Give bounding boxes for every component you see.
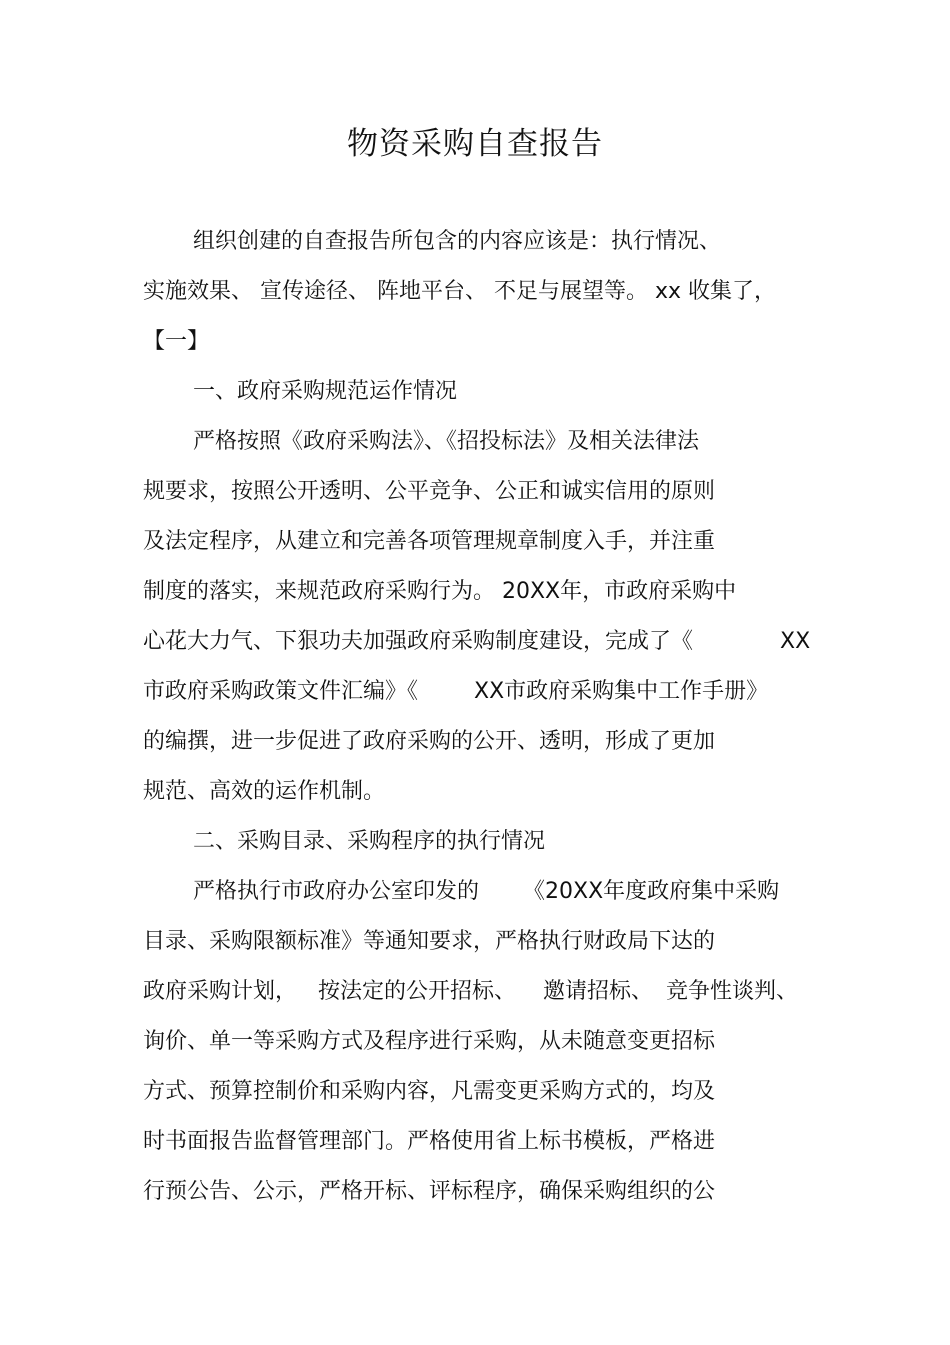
paragraph-line: 政府采购计划， [143, 979, 298, 1004]
paragraph-line: 行预公告、公示，严格开标、评标程序，确保采购组织的公 [143, 1179, 716, 1204]
paragraph-line-fragment: XX [780, 629, 811, 654]
paragraph-line: 严格按照《政府采购法》、《招投标法》及相关法律法 [193, 429, 700, 454]
paragraph-line: 目录、采购限额标准》等通知要求，严格执行财政局下达的 [143, 929, 716, 954]
paragraph-line: 严格执行市政府办公室印发的 [193, 879, 480, 904]
paragraph-line-fragment: 竞争性谈判、 [666, 979, 799, 1004]
paragraph-line-fragment: XX市政府采购集中工作手册》 [474, 679, 769, 704]
paragraph-line: 时书面报告监督管理部门。严格使用省上标书模板，严格进 [143, 1129, 716, 1154]
paragraph-line-fragment: 《20XX年度政府集中采购 [523, 879, 780, 904]
paragraph-line: 规要求，按照公开透明、公平竞争、公正和诚实信用的原则 [143, 479, 716, 504]
section-heading: 二、采购目录、采购程序的执行情况 [193, 829, 546, 854]
document-title: 物资采购自查报告 [347, 126, 603, 162]
paragraph-line: 组织创建的自查报告所包含的内容应该是：执行情况、 [193, 229, 722, 254]
paragraph-line: 方式、预算控制价和采购内容，凡需变更采购方式的，均及 [143, 1079, 716, 1104]
paragraph-line-fragment: 按法定的公开招标、 [318, 979, 517, 1004]
paragraph-line: 实施效果、 宣传途径、 阵地平台、 不足与展望等。 xx 收集了， [143, 279, 777, 304]
paragraph-line: 的编撰，进一步促进了政府采购的公开、透明，形成了更加 [143, 729, 716, 754]
section-marker: 【一】 [143, 329, 210, 354]
paragraph-line-fragment: 邀请招标、 [543, 979, 654, 1004]
paragraph-line: 询价、单一等采购方式及程序进行采购，从未随意变更招标 [143, 1029, 716, 1054]
paragraph-line: 及法定程序，从建立和完善各项管理规章制度入手，并注重 [143, 529, 716, 554]
paragraph-line: 制度的落实，来规范政府采购行为。 20XX年，市政府采购中 [143, 579, 737, 604]
paragraph-line: 市政府采购政策文件汇编》《 [143, 679, 419, 704]
section-heading: 一、政府采购规范运作情况 [193, 379, 458, 404]
paragraph-line: 心花大力气、下狠功夫加强政府采购制度建设，完成了《 [143, 629, 694, 654]
paragraph-line: 规范、高效的运作机制。 [143, 779, 386, 804]
